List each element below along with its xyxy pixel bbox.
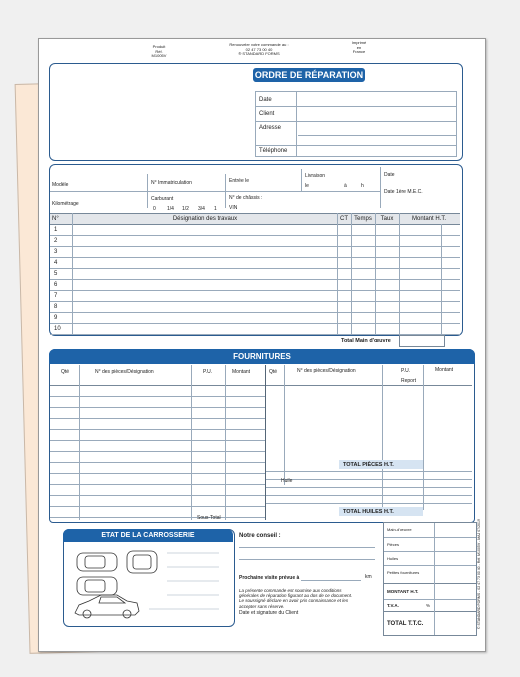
- small-supplies-label: Petites fournitures: [387, 570, 420, 575]
- work-row-number: 5: [54, 271, 58, 277]
- supply-row-line: [50, 440, 265, 441]
- total-parts-ht: TOTAL PIÈCES H.T.: [343, 462, 394, 468]
- amount-ht-label: MONTANT H.T.: [387, 589, 419, 594]
- supply-row-line: [50, 407, 265, 408]
- supply-row-line: [50, 429, 265, 430]
- supplies-frame: [49, 349, 475, 523]
- repair-order-form: [38, 38, 486, 652]
- supply-row-line: [265, 487, 472, 488]
- total-parts-label: Pièces: [387, 542, 400, 547]
- legal-line: générales de réparation figurant au dos de ce document.: [239, 593, 353, 599]
- total-labour-label: Main-d'œuvre: [387, 527, 412, 532]
- label-delivery: Livraison: [305, 173, 326, 179]
- next-visit-km: km: [365, 574, 372, 580]
- advice-title: Notre conseil :: [239, 533, 281, 539]
- car-diagram-icon: [71, 545, 221, 621]
- label-delivery-at: à: [344, 183, 347, 189]
- work-row-number: 7: [54, 293, 58, 299]
- col-unit-price-right: P.U.: [401, 368, 411, 374]
- fuel-level-0: 0: [153, 206, 156, 212]
- subtotal-label: Sous-Total: [197, 515, 221, 521]
- col-rate: Taux: [380, 216, 394, 222]
- label-delivery-on: le: [305, 183, 309, 189]
- label-vin: VIN: [229, 205, 238, 211]
- label-date: Date: [384, 172, 395, 178]
- client-signature-label: Date et signature du Client: [239, 610, 299, 616]
- supplies-title: FOURNITURES: [49, 349, 475, 364]
- bodywork-title: ETAT DE LA CARROSSERIE: [63, 529, 233, 542]
- header-left-line: Réf.: [155, 48, 163, 54]
- work-row-number: 1: [54, 227, 58, 233]
- col-unit-price-left: P.U.: [203, 369, 213, 375]
- field-label-phone: Téléphone: [259, 148, 288, 154]
- col-amount-left: Montant: [232, 369, 251, 375]
- header-printed-block: [344, 41, 374, 55]
- form-title: ORDRE DE RÉPARATION: [254, 70, 364, 80]
- legal-line: La présente commande est soumise aux conditions: [239, 588, 342, 593]
- supply-row-line: [50, 418, 265, 419]
- field-label-client: Client: [259, 111, 275, 117]
- fuel-level-3-4: 3/4: [198, 206, 205, 212]
- supply-row-line: [265, 503, 472, 504]
- legal-line: accepter sans réserve.: [239, 603, 285, 609]
- col-number: N°: [52, 216, 59, 222]
- label-mileage: Kilométrage: [52, 201, 79, 207]
- field-label-date: Date: [259, 97, 272, 103]
- label-registration: N° Immatriculation: [151, 180, 192, 186]
- fuel-level-full: 1: [214, 206, 217, 212]
- work-row-number: 2: [54, 238, 58, 244]
- label-chassis: N° de châssis :: [229, 195, 263, 201]
- col-parts-right: N° des pièces/Désignation: [297, 368, 356, 374]
- vat-percent: %: [426, 603, 431, 608]
- report-label: Report: [401, 378, 417, 384]
- col-qty-left: Qté: [61, 369, 70, 375]
- next-visit-label: Prochaine visite prévue à: [239, 575, 300, 581]
- supply-row-line: [265, 495, 472, 496]
- fuel-level-1-4: 1/4: [167, 206, 174, 212]
- supply-row-line: [50, 517, 265, 518]
- legal-notice: [239, 588, 352, 609]
- header-center-line: Renouveler votre commande au :: [229, 42, 289, 47]
- col-work-description: Désignation des travaux: [172, 216, 238, 222]
- header-product-block: [139, 45, 179, 59]
- header-right-line: France: [352, 49, 366, 54]
- header-left-line: M1005V: [151, 53, 167, 58]
- work-row-number: 8: [54, 304, 58, 310]
- total-oils-label: Huiles: [387, 556, 399, 561]
- vat-label: T.V.A.: [387, 603, 399, 608]
- oil-label: Huile: [281, 478, 293, 484]
- legal-line: Le soussigné déclare en avoir pris connaissance et les: [239, 598, 349, 604]
- totals-box: [383, 522, 477, 636]
- header-center-line: 02 47 73 00 40: [245, 46, 273, 52]
- total-labour-box: [399, 335, 445, 347]
- header-right-line: en: [356, 44, 362, 50]
- work-row-number: 6: [54, 282, 58, 288]
- label-model: Modèle: [52, 182, 69, 188]
- label-delivery-hour: h: [361, 183, 364, 189]
- work-row-number: 10: [54, 326, 61, 332]
- total-labour: Total Main d'œuvre: [341, 338, 391, 344]
- supply-row-line: [50, 506, 265, 507]
- supply-row-line: [50, 484, 265, 485]
- total-oils-ht: TOTAL HUILES H.T.: [343, 509, 394, 515]
- total-ttc-label: TOTAL T.T.C.: [387, 621, 424, 627]
- supply-row-line: [265, 479, 472, 480]
- fuel-level-1-2: 1/2: [182, 206, 189, 212]
- col-amount-right: Montant: [435, 367, 454, 373]
- header-reorder-block: [219, 43, 299, 57]
- header-center-line: ® STANDARD FORMS: [238, 51, 280, 56]
- client-box: [255, 91, 457, 157]
- header-right-line: Imprimé: [351, 40, 367, 45]
- supply-row-line: [265, 471, 472, 472]
- supply-row-line: [50, 462, 265, 463]
- side-copyright: © STANDARD FORMS - 02 47 73 00 40 - Réf. M1005V - MAJ 07/2019: [477, 519, 481, 629]
- work-row-number: 3: [54, 249, 58, 255]
- label-first-registration: Date 1ère M.E.C.: [384, 189, 423, 195]
- col-qty-right: Qté: [269, 369, 278, 375]
- col-ct: CT: [340, 216, 348, 222]
- work-row-number: 9: [54, 315, 58, 321]
- label-fuel: Carburant: [151, 196, 174, 202]
- header-left-line: Produit: [152, 44, 166, 49]
- col-parts-left: N° des pièces/Désignation: [95, 369, 154, 375]
- supply-row-line: [50, 396, 265, 397]
- col-time: Temps: [354, 216, 372, 222]
- supply-row-line: [50, 473, 265, 474]
- label-entry: Entrée le: [229, 178, 250, 184]
- col-amount-ht: Montant H.T.: [411, 216, 446, 222]
- field-label-address: Adresse: [259, 125, 282, 131]
- supply-row-line: [50, 495, 265, 496]
- supply-row-line: [50, 451, 265, 452]
- work-row-number: 4: [54, 260, 58, 266]
